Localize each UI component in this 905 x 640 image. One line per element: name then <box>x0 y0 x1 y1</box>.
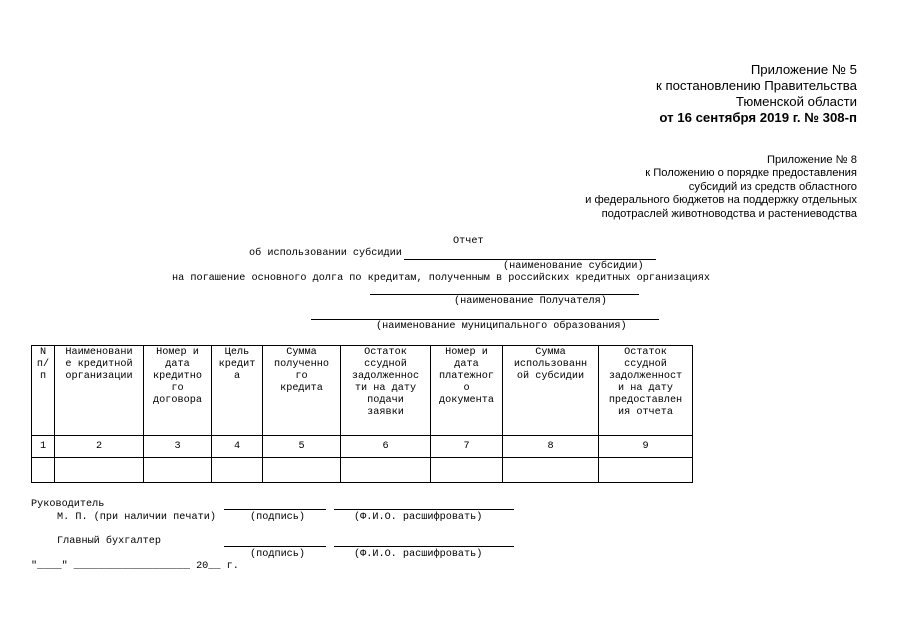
appendix-date: от 16 сентября 2019 г. № 308-п <box>659 110 857 125</box>
table-cell <box>263 458 341 483</box>
accountant-name-line <box>334 546 514 547</box>
stamp-label: М. П. (при наличии печати) <box>57 512 216 523</box>
column-number: 6 <box>341 436 431 458</box>
appendix-main <box>656 62 857 126</box>
caption-recipient: (наименование Получателя) <box>454 296 607 307</box>
column-number: 8 <box>503 436 599 458</box>
column-number: 5 <box>263 436 341 458</box>
municipality-underline <box>311 319 659 320</box>
table-header-row <box>32 346 693 436</box>
table-empty-row <box>32 458 693 483</box>
table-cell <box>55 458 144 483</box>
report-line1: об использовании субсидии <box>249 248 402 259</box>
appendix-decree: к постановлению Правительства <box>656 78 857 93</box>
appendix-sub-line4: и федерального бюджетов на поддержку отдельных <box>585 194 857 207</box>
report-title: Отчет <box>453 236 484 247</box>
table-cell <box>431 458 503 483</box>
header-cell: Остаток ссудной задолженнос ти на дату подачи заявки <box>341 346 431 436</box>
header-cell: Сумма полученно го кредита <box>263 346 341 436</box>
table-cell <box>599 458 693 483</box>
appendix-sub-line3: субсидий из средств областного <box>688 180 857 193</box>
report-table <box>31 345 693 483</box>
column-number: 9 <box>599 436 693 458</box>
accountant-signature-caption: (подпись) <box>250 549 306 560</box>
appendix-sub-line2: к Положению о порядке предоставления <box>645 167 857 180</box>
header-cell: Номер и дата платежног о документа <box>431 346 503 436</box>
appendix-region: Тюменской области <box>735 94 857 109</box>
accountant-signature-line <box>224 546 326 547</box>
appendix-sub-line5: подотраслей животноводства и растениеводства <box>601 207 857 220</box>
accountant-label: Главный бухгалтер <box>57 536 161 547</box>
column-number: 1 <box>32 436 55 458</box>
appendix-sub-number: Приложение № 8 <box>766 154 857 166</box>
head-signature-line <box>224 509 326 510</box>
column-number: 4 <box>212 436 263 458</box>
header-cell: N п/ п <box>32 346 55 436</box>
table-cell <box>212 458 263 483</box>
appendix-number: Приложение № 5 <box>750 62 857 77</box>
date-line: "____" ___________________ 20__ г. <box>31 561 239 572</box>
column-number: 3 <box>144 436 212 458</box>
head-label: Руководитель <box>31 499 105 510</box>
header-cell: Сумма использованн ой субсидии <box>503 346 599 436</box>
accountant-name-caption: (Ф.И.О. расшифровать) <box>354 549 483 560</box>
table-number-row <box>32 436 693 458</box>
report-line2: на погашение основного долга по кредитам, полученным в российских кредитных организациях <box>172 273 710 284</box>
column-number: 7 <box>431 436 503 458</box>
header-cell: Цель кредит а <box>212 346 263 436</box>
head-name-caption: (Ф.И.О. расшифровать) <box>354 512 483 523</box>
head-name-line <box>334 509 514 510</box>
table-cell <box>144 458 212 483</box>
header-cell: Наименовани е кредитной организации <box>55 346 144 436</box>
appendix-sub <box>585 154 857 221</box>
column-number: 2 <box>55 436 144 458</box>
table-cell <box>32 458 55 483</box>
recipient-underline <box>370 294 639 295</box>
head-signature-caption: (подпись) <box>250 512 306 523</box>
header-cell: Номер и дата кредитно го договора <box>144 346 212 436</box>
caption-municipality: (наименование муниципального образования) <box>376 321 627 332</box>
table-cell <box>341 458 431 483</box>
subsidy-underline <box>404 259 656 260</box>
header-cell: Остаток ссудной задолженност и на дату предоставлен ия отчета <box>599 346 693 436</box>
table-cell <box>503 458 599 483</box>
caption-subsidy: (наименование субсидии) <box>503 261 644 272</box>
